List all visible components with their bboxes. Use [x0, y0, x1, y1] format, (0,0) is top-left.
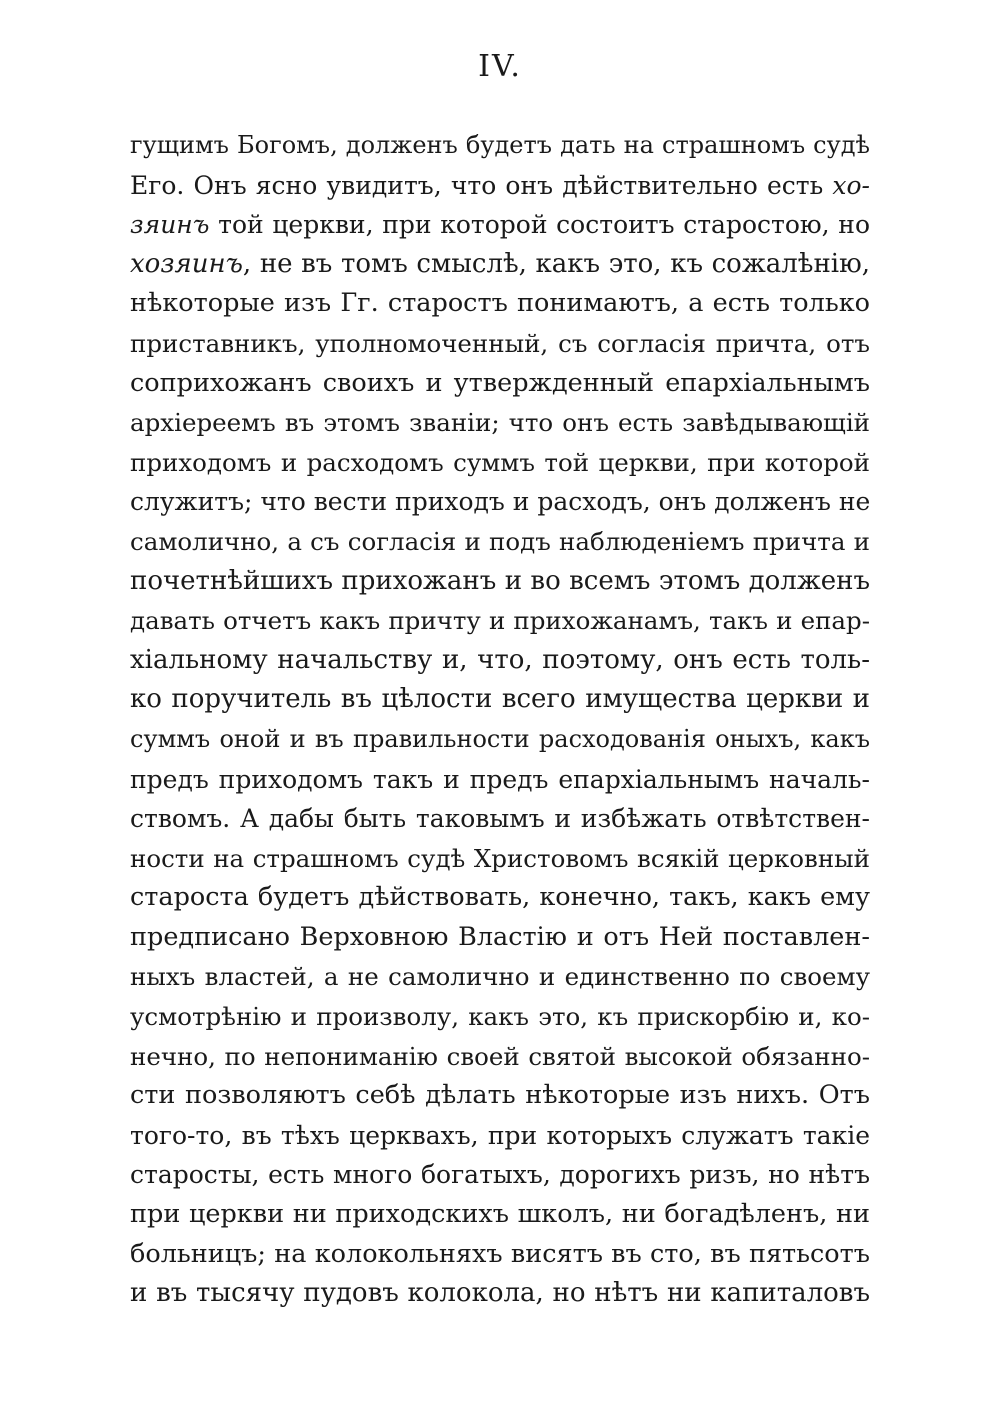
text-line	[130, 839, 870, 879]
text-fragment: предписано Верховною Властію и отъ Ней поставлен-	[130, 921, 870, 952]
body-text	[130, 126, 870, 1314]
text-line	[130, 601, 870, 641]
text-line	[130, 562, 870, 602]
text-fragment: предъ приходомъ такъ и предъ епархіальнымъ началь-	[130, 764, 870, 794]
text-line	[130, 957, 870, 997]
text-line	[130, 284, 870, 324]
text-fragment: приходомъ и расходомъ суммъ той церкви, при которой	[130, 447, 870, 477]
text-line	[130, 997, 870, 1037]
text-fragment: нечно, по непониманію своей святой высокой обязанно-	[130, 1041, 870, 1071]
text-fragment: ствомъ. А дабы быть таковымъ и избѣжать отвѣтствен-	[130, 804, 870, 834]
text-fragment: архіереемъ въ этомъ званіи; что онъ есть завѣдывающій	[130, 408, 870, 438]
text-line	[130, 364, 870, 404]
text-line	[130, 878, 870, 918]
text-fragment: ко поручитель въ цѣлости всего имущества церкви и	[130, 684, 870, 715]
text-fragment: ныхъ властей, а не самолично и единственно по своему	[130, 962, 870, 992]
text-line	[130, 720, 870, 760]
text-fragment: хіальному начальству и, что, поэтому, онъ есть толь-	[130, 644, 870, 675]
text-line	[130, 1037, 870, 1077]
text-fragment: приставникъ, уполномоченный, съ согласія причта, отъ	[130, 328, 870, 358]
italic-text: хозяинъ	[130, 248, 243, 279]
text-line	[130, 1155, 870, 1195]
text-line	[130, 760, 870, 800]
text-fragment: соприхожанъ своихъ и утвержденный епархіальнымъ	[130, 367, 870, 398]
text-line	[130, 245, 870, 285]
text-fragment: старосты, есть много богатыхъ, дорогихъ ризъ, но нѣтъ	[130, 1160, 870, 1190]
text-fragment: самолично, а съ согласія и подъ наблюденіемъ причта и	[130, 526, 870, 556]
text-line	[130, 443, 870, 483]
text-line	[130, 1274, 870, 1314]
text-fragment: той церкви, при которой состоитъ старостою, но	[209, 210, 870, 240]
page-number: IV.	[478, 49, 522, 84]
text-line	[130, 205, 870, 245]
text-line	[130, 522, 870, 562]
text-line	[130, 918, 870, 958]
text-fragment: больницъ; на колокольняхъ висятъ въ сто, въ пятьсотъ	[130, 1238, 870, 1269]
text-line	[130, 1076, 870, 1116]
text-fragment: усмотрѣнію и произволу, какъ это, къ прискорбію и, ко-	[130, 1002, 870, 1032]
text-line	[130, 1195, 870, 1235]
text-fragment: ности на страшномъ судѣ Христовомъ всякій церковный	[130, 843, 870, 873]
text-fragment: гущимъ Богомъ, долженъ будетъ дать на страшномъ судѣ	[130, 131, 870, 159]
text-fragment: и въ тысячу пудовъ колокола, но нѣтъ ни капиталовъ	[130, 1278, 870, 1309]
italic-text: зяинъ	[130, 210, 210, 240]
text-line	[130, 324, 870, 364]
text-line	[130, 403, 870, 443]
text-line	[130, 482, 870, 522]
text-fragment: нѣкоторые изъ Гг. старостъ понимаютъ, а есть только	[130, 288, 870, 319]
text-fragment: староста будетъ дѣйствовать, конечно, такъ, какъ ему	[130, 882, 870, 913]
text-line	[130, 680, 870, 720]
text-fragment: того-то, въ тѣхъ церквахъ, при которыхъ служатъ такіе	[130, 1120, 870, 1150]
italic-text: хо-	[832, 170, 870, 200]
text-line	[130, 126, 870, 166]
text-line	[130, 166, 870, 206]
text-fragment: , не въ томъ смыслѣ, какъ это, къ сожалѣнію,	[242, 248, 870, 279]
text-line	[130, 799, 870, 839]
text-fragment: давать отчетъ какъ причту и прихожанамъ, такъ и епар-	[130, 606, 870, 636]
text-line	[130, 1235, 870, 1275]
text-line	[130, 1116, 870, 1156]
text-fragment: сти позволяютъ себѣ дѣлать нѣкоторые изъ нихъ. Отъ	[130, 1080, 870, 1111]
text-fragment: почетнѣйшихъ прихожанъ и во всемъ этомъ долженъ	[130, 565, 870, 596]
text-fragment: суммъ оной и въ правильности расходованія оныхъ, какъ	[130, 724, 870, 753]
text-fragment: служитъ; что вести приходъ и расходъ, онъ долженъ не	[130, 487, 870, 517]
text-fragment: при церкви ни приходскихъ школъ, ни богадѣленъ, ни	[130, 1199, 870, 1230]
text-line	[130, 641, 870, 681]
text-fragment: Его. Онъ ясно увидитъ, что онъ дѣйствительно есть	[130, 170, 833, 200]
